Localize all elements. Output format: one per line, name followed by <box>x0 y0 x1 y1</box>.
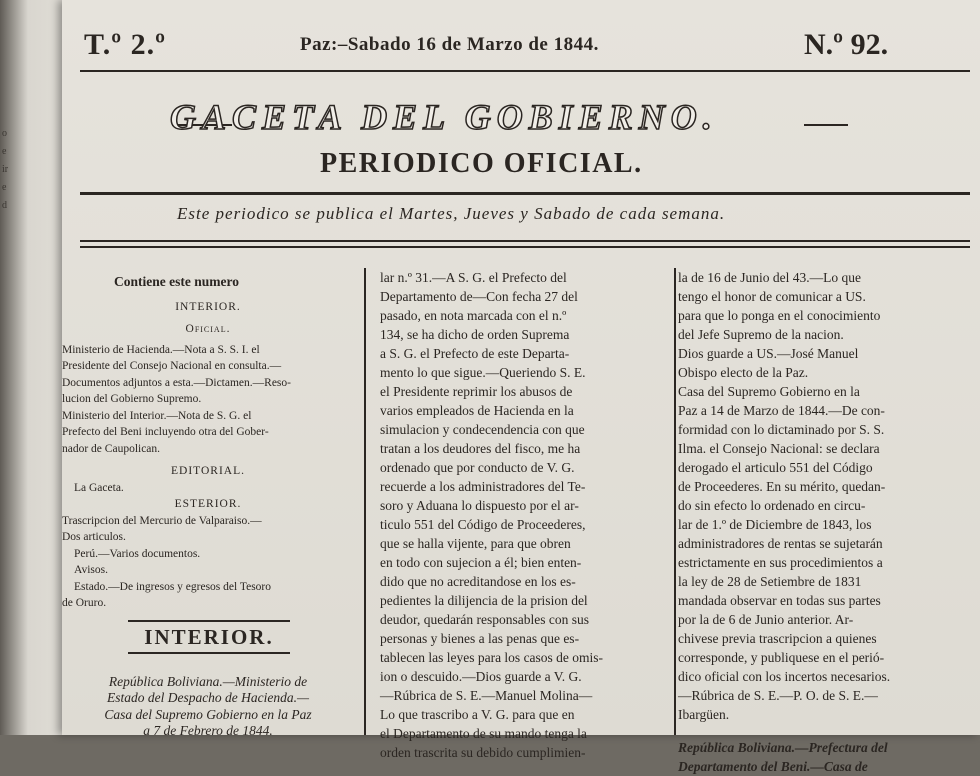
article-line: derogado el articulo 551 del Código <box>678 460 873 475</box>
adjacent-page-mark: e <box>2 146 7 157</box>
article-line: el Presidente reprimir los abusos de <box>380 384 573 399</box>
adjacent-page-mark: e <box>2 182 7 193</box>
article-line: —Rúbrica de S. E.—Manuel Molina— <box>380 688 593 703</box>
article-line: recuerde a los administradores del Te- <box>380 479 586 494</box>
article-line: pedientes la dilijencia de la prision del <box>380 593 588 608</box>
masthead-ornament-right <box>804 124 848 126</box>
article-line: Ilma. el Consejo Nacional: se declara <box>678 441 880 456</box>
contents-column <box>62 268 354 738</box>
article-line: para que lo ponga en el conocimiento <box>678 308 881 323</box>
interior-intro-line: Estado del Despacho de Hacienda.— <box>106 690 310 705</box>
article-line: tablecen las leyes para los casos de omis- <box>380 650 604 665</box>
article-line: a S. G. el Prefecto de este Departa- <box>380 346 570 361</box>
article-line: mandada observar en todas sus partes <box>678 593 881 608</box>
newspaper-page <box>62 0 980 774</box>
contents-title: Contiene este numero <box>114 274 239 289</box>
column-divider <box>364 268 366 735</box>
masthead-rule-double <box>80 246 970 248</box>
contents-line: Documentos adjuntos a esta.—Dictamen.—Reso- <box>62 376 291 389</box>
contents-line: Perú.—Varios documentos. <box>74 547 201 560</box>
contents-section-interior: INTERIOR. <box>175 300 241 313</box>
article-line: 134, se ha dicho de orden Suprema <box>380 327 570 342</box>
contents-section-editorial: EDITORIAL. <box>171 465 245 477</box>
adjacent-page-mark: ir <box>2 164 9 175</box>
masthead-title: GACETA DEL GOBIERNO. <box>170 97 718 137</box>
article-heading-line: República Boliviana.—Prefectura del <box>678 740 888 755</box>
interior-intro-line: Casa del Supremo Gobierno en la Paz <box>104 706 312 722</box>
contents-line: Estado.—De ingresos y egresos del Tesoro <box>74 580 271 593</box>
article-line: do sin efecto lo ordenado en circu- <box>678 498 866 513</box>
article-line: ticulo 551 del Código de Proceederes, <box>380 517 586 532</box>
header-rule <box>80 70 970 72</box>
article-line: estrictamente en sus procedimientos a <box>678 555 883 570</box>
contents-line: La Gaceta. <box>74 481 124 494</box>
contents-section-esterior: ESTERIOR. <box>174 498 242 510</box>
adjacent-page-mark: d <box>2 200 7 211</box>
article-line: —Rúbrica de S. E.—P. O. de S. E.— <box>678 688 878 703</box>
article-line: deudor, quedarán responsables con sus <box>380 612 590 627</box>
article-line: Casa del Supremo Gobierno en la <box>678 384 860 399</box>
article-line: soro y Aduana lo dispuesto por el ar- <box>380 498 579 513</box>
article-line: Lo que trascribo a V. G. para que en <box>380 707 575 722</box>
article-line: personas y bienes a las penas que es- <box>380 631 580 646</box>
article-line: Departamento de—Con fecha 27 del <box>380 289 578 304</box>
article-line: que se halla vijente, para que obren <box>380 536 571 551</box>
article-line: lar de 1.º de Diciembre de 1843, los <box>678 517 872 532</box>
interior-intro-line: República Boliviana.—Ministerio de <box>108 673 308 689</box>
article-line: tengo el honor de comunicar a US. <box>678 289 866 304</box>
article-line: tratan a los deudores del fisco, me ha <box>380 441 581 456</box>
contents-line: Dos articulos. <box>62 531 126 543</box>
article-heading-line: Departamento del Beni.—Casa de <box>678 759 868 774</box>
contents-line: de Oruro. <box>62 597 107 609</box>
contents-line: Avisos. <box>74 564 108 576</box>
volume-number: T.º 2.º <box>84 28 167 61</box>
article-line: por la de 6 de Junio anterior. Ar- <box>678 612 854 627</box>
article-line: de Proceederes. En su mérito, quedan- <box>678 479 886 494</box>
article-line: corresponde, y publiquese en el perió- <box>678 650 885 665</box>
article-line: ion o descuido.—Dios guarde a V. G. <box>380 669 582 684</box>
article-line: en todo con sujecion a él; bien enten- <box>380 555 582 570</box>
contents-line: nador de Caupolican. <box>62 442 161 455</box>
article-line: chivese previa trascripcion a quienes <box>678 631 877 646</box>
contents-section-oficial: Oficial. <box>185 323 231 335</box>
article-line: Paz a 14 de Marzo de 1844.—De con- <box>678 403 885 418</box>
article-line: dido que no acreditandose en los es- <box>380 574 576 589</box>
article-line: lar n.º 31.—A S. G. el Prefecto del <box>380 270 567 285</box>
spacer <box>678 724 980 738</box>
contents-line: Ministerio de Hacienda.—Nota a S. S. I. el <box>62 343 260 356</box>
article-line: del Jefe Supremo de la nacion. <box>678 327 844 342</box>
article-line: pasado, en nota marcada con el n.º <box>380 308 567 323</box>
article-line: simulacion y condecendencia con que <box>380 422 585 437</box>
masthead-rule-bottom <box>80 240 970 242</box>
contents-line: Presidente del Consejo Nacional en consulta.— <box>62 360 282 372</box>
article-line: mento lo que sigue.—Queriendo S. E. <box>380 365 586 380</box>
interior-heading: INTERIOR. <box>128 620 290 654</box>
article-line: Dios guarde a US.—José Manuel <box>678 346 859 361</box>
interior-intro <box>62 672 354 738</box>
article-line: ordenado que por conducto de V. G. <box>380 460 575 475</box>
article-column-2 <box>380 268 676 762</box>
article-line: la ley de 28 de Setiembre de 1831 <box>678 574 862 589</box>
adjacent-page-mark: o <box>2 128 7 139</box>
contents-line: lucion del Gobierno Supremo. <box>62 393 202 405</box>
article-line: el Departamento de su mando tenga la <box>380 726 587 741</box>
publication-schedule: Este periodico se publica el Martes, Jueves y Sabado de cada semana. <box>177 204 726 223</box>
contents-line: Trascripcion del Mercurio de Valparaiso.— <box>62 514 262 527</box>
masthead-rule-top <box>80 192 970 195</box>
column-divider <box>674 268 676 735</box>
masthead-subtitle: PERIODICO OFICIAL. <box>320 148 643 179</box>
article-line: la de 16 de Junio del 43.—Lo que <box>678 270 861 285</box>
contents-line: Ministerio del Interior.—Nota de S. G. el <box>62 409 252 422</box>
article-line: dico oficial con los incertos necesarios. <box>678 669 891 684</box>
article-line: varios empleados de Hacienda en la <box>380 403 574 418</box>
issue-number: N.º 92. <box>804 28 889 61</box>
interior-intro-line: a 7 de Febrero de 1844. <box>143 723 273 738</box>
issue-date: Paz:–Sabado 16 de Marzo de 1844. <box>300 34 599 55</box>
article-line: formidad con lo dictaminado por S. S. <box>678 422 885 437</box>
article-line: administradores de rentas se sujetarán <box>678 536 883 551</box>
article-column-3 <box>678 268 980 776</box>
article-line: orden trascrita su debido cumplimien- <box>380 745 586 760</box>
article-line: Obispo electo de la Paz. <box>678 365 809 380</box>
contents-line: Prefecto del Beni incluyendo otra del Gober- <box>62 426 269 438</box>
article-line: Ibargüen. <box>678 707 730 722</box>
